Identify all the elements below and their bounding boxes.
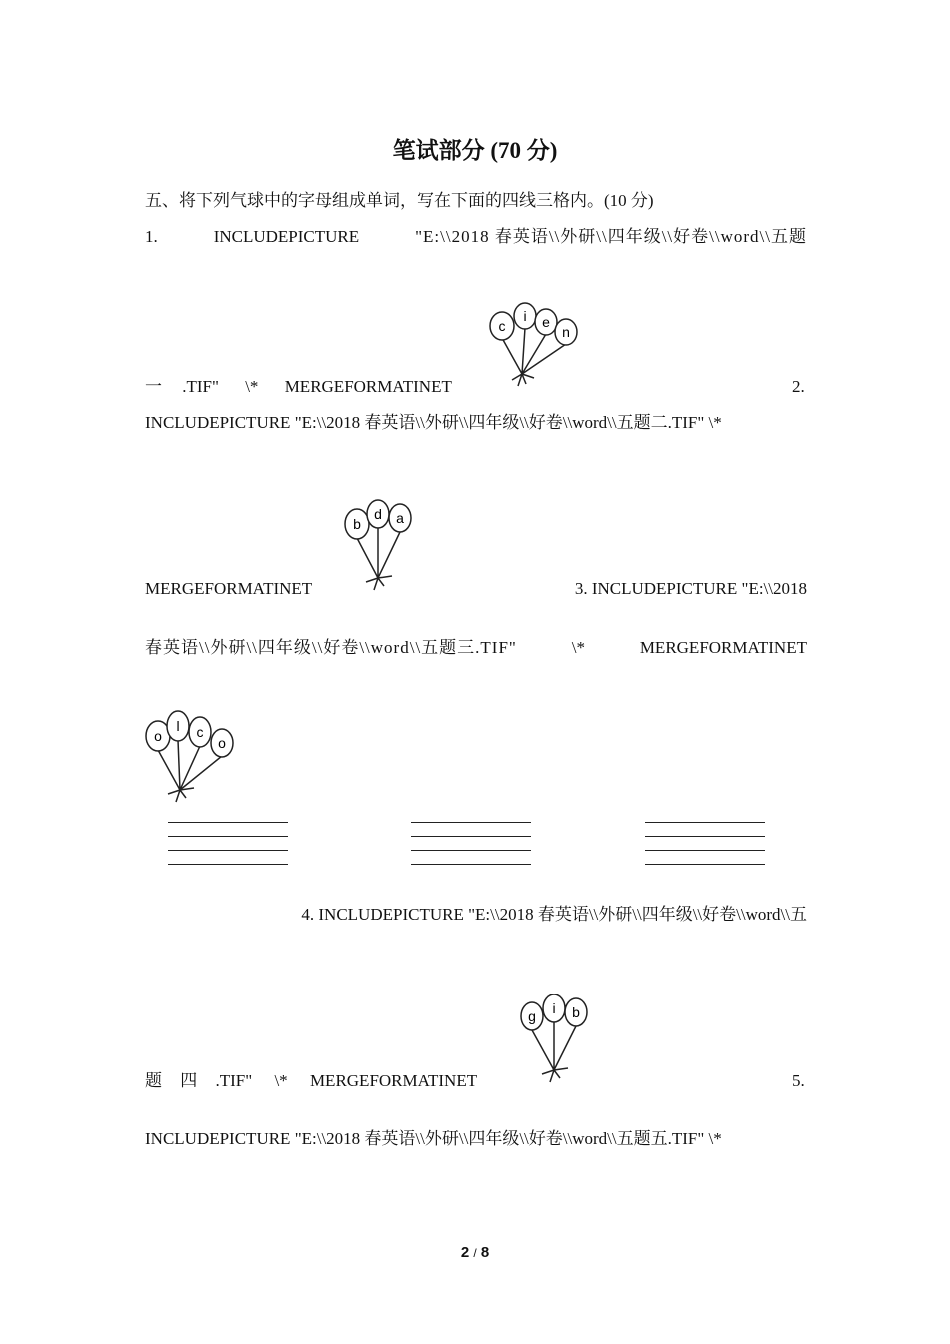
text-line-2 xyxy=(145,376,452,398)
text-line-3: INCLUDEPICTURE "E:\\2018 春英语\\外研\\四年级\\好卷\\word\\五题二.TIF" \* xyxy=(145,413,722,432)
text-line-1 xyxy=(145,226,807,248)
writing-grid-1[interactable] xyxy=(168,822,288,866)
balloon-letter: g xyxy=(528,1008,536,1024)
text-line-6: 4. INCLUDEPICTURE "E:\\2018 春英语\\外研\\四年级\\好卷\\word\\五 xyxy=(301,905,807,924)
question-number-2: 2. xyxy=(792,377,805,396)
text-fragment: 四 xyxy=(180,1071,198,1090)
text-fragment: \* xyxy=(571,638,585,657)
text-fragment: \* xyxy=(274,1071,288,1090)
balloon-letter: e xyxy=(542,314,550,330)
text-fragment: MERGEFORMATINET xyxy=(639,638,807,657)
text-fragment: \* xyxy=(245,377,259,396)
balloon-letter: o xyxy=(154,728,162,744)
text-fragment: MERGEFORMATINET xyxy=(284,377,452,396)
balloon-letter: c xyxy=(196,724,204,740)
balloon-image-3 xyxy=(140,706,238,804)
page-current: 2 xyxy=(460,1244,470,1261)
question-number-1: 1. xyxy=(145,227,158,246)
balloon-letter: n xyxy=(562,324,570,340)
page-title: 笔试部分 (70 分) xyxy=(392,138,558,163)
text-line-7 xyxy=(145,1070,477,1092)
balloon-letter: d xyxy=(374,506,382,522)
balloon-letter: l xyxy=(176,718,180,734)
balloon-letter: o xyxy=(218,735,226,751)
text-fragment: .TIF" xyxy=(182,377,219,396)
text-fragment: 春英语\\外研\\四年级\\好卷\\word\\五题三.TIF" xyxy=(145,638,517,657)
field-code-keyword: INCLUDEPICTURE xyxy=(213,227,360,246)
balloon-letter: i xyxy=(523,308,527,324)
writing-grid-2[interactable] xyxy=(411,822,531,866)
balloon-image-4 xyxy=(516,994,594,1084)
field-code-path: "E:\\2018 春英语\\外研\\四年级\\好卷\\word\\五题 xyxy=(415,227,807,246)
text-line-4a: MERGEFORMATINET xyxy=(145,579,313,598)
balloon-letter: a xyxy=(396,510,404,526)
question-number-5: 5. xyxy=(792,1071,805,1090)
page-total: 8 xyxy=(480,1244,490,1261)
text-fragment: .TIF" xyxy=(215,1071,253,1090)
page-number xyxy=(0,1244,950,1261)
page-separator: / xyxy=(473,1246,477,1260)
balloon-image-1 xyxy=(486,296,582,388)
section-instruction: 五、将下列气球中的字母组成单词，写在下面的四线三格内。(10 分) xyxy=(145,191,654,210)
text-fragment: 题 xyxy=(145,1071,162,1090)
text-line-4b: 3. INCLUDEPICTURE "E:\\2018 xyxy=(574,579,807,598)
text-line-5 xyxy=(145,637,807,659)
text-fragment: MERGEFORMATINET xyxy=(309,1071,478,1090)
balloon-letter: b xyxy=(353,516,361,532)
balloon-letter: c xyxy=(498,318,506,334)
text-line-8: INCLUDEPICTURE "E:\\2018 春英语\\外研\\四年级\\好卷\\word\\五题五.TIF" \* xyxy=(145,1129,722,1148)
balloon-letter: b xyxy=(572,1004,580,1020)
balloon-letter: i xyxy=(552,1000,556,1016)
writing-grid-3[interactable] xyxy=(645,822,765,866)
text-fragment: 一 xyxy=(145,377,162,396)
balloon-image-2 xyxy=(340,498,416,592)
